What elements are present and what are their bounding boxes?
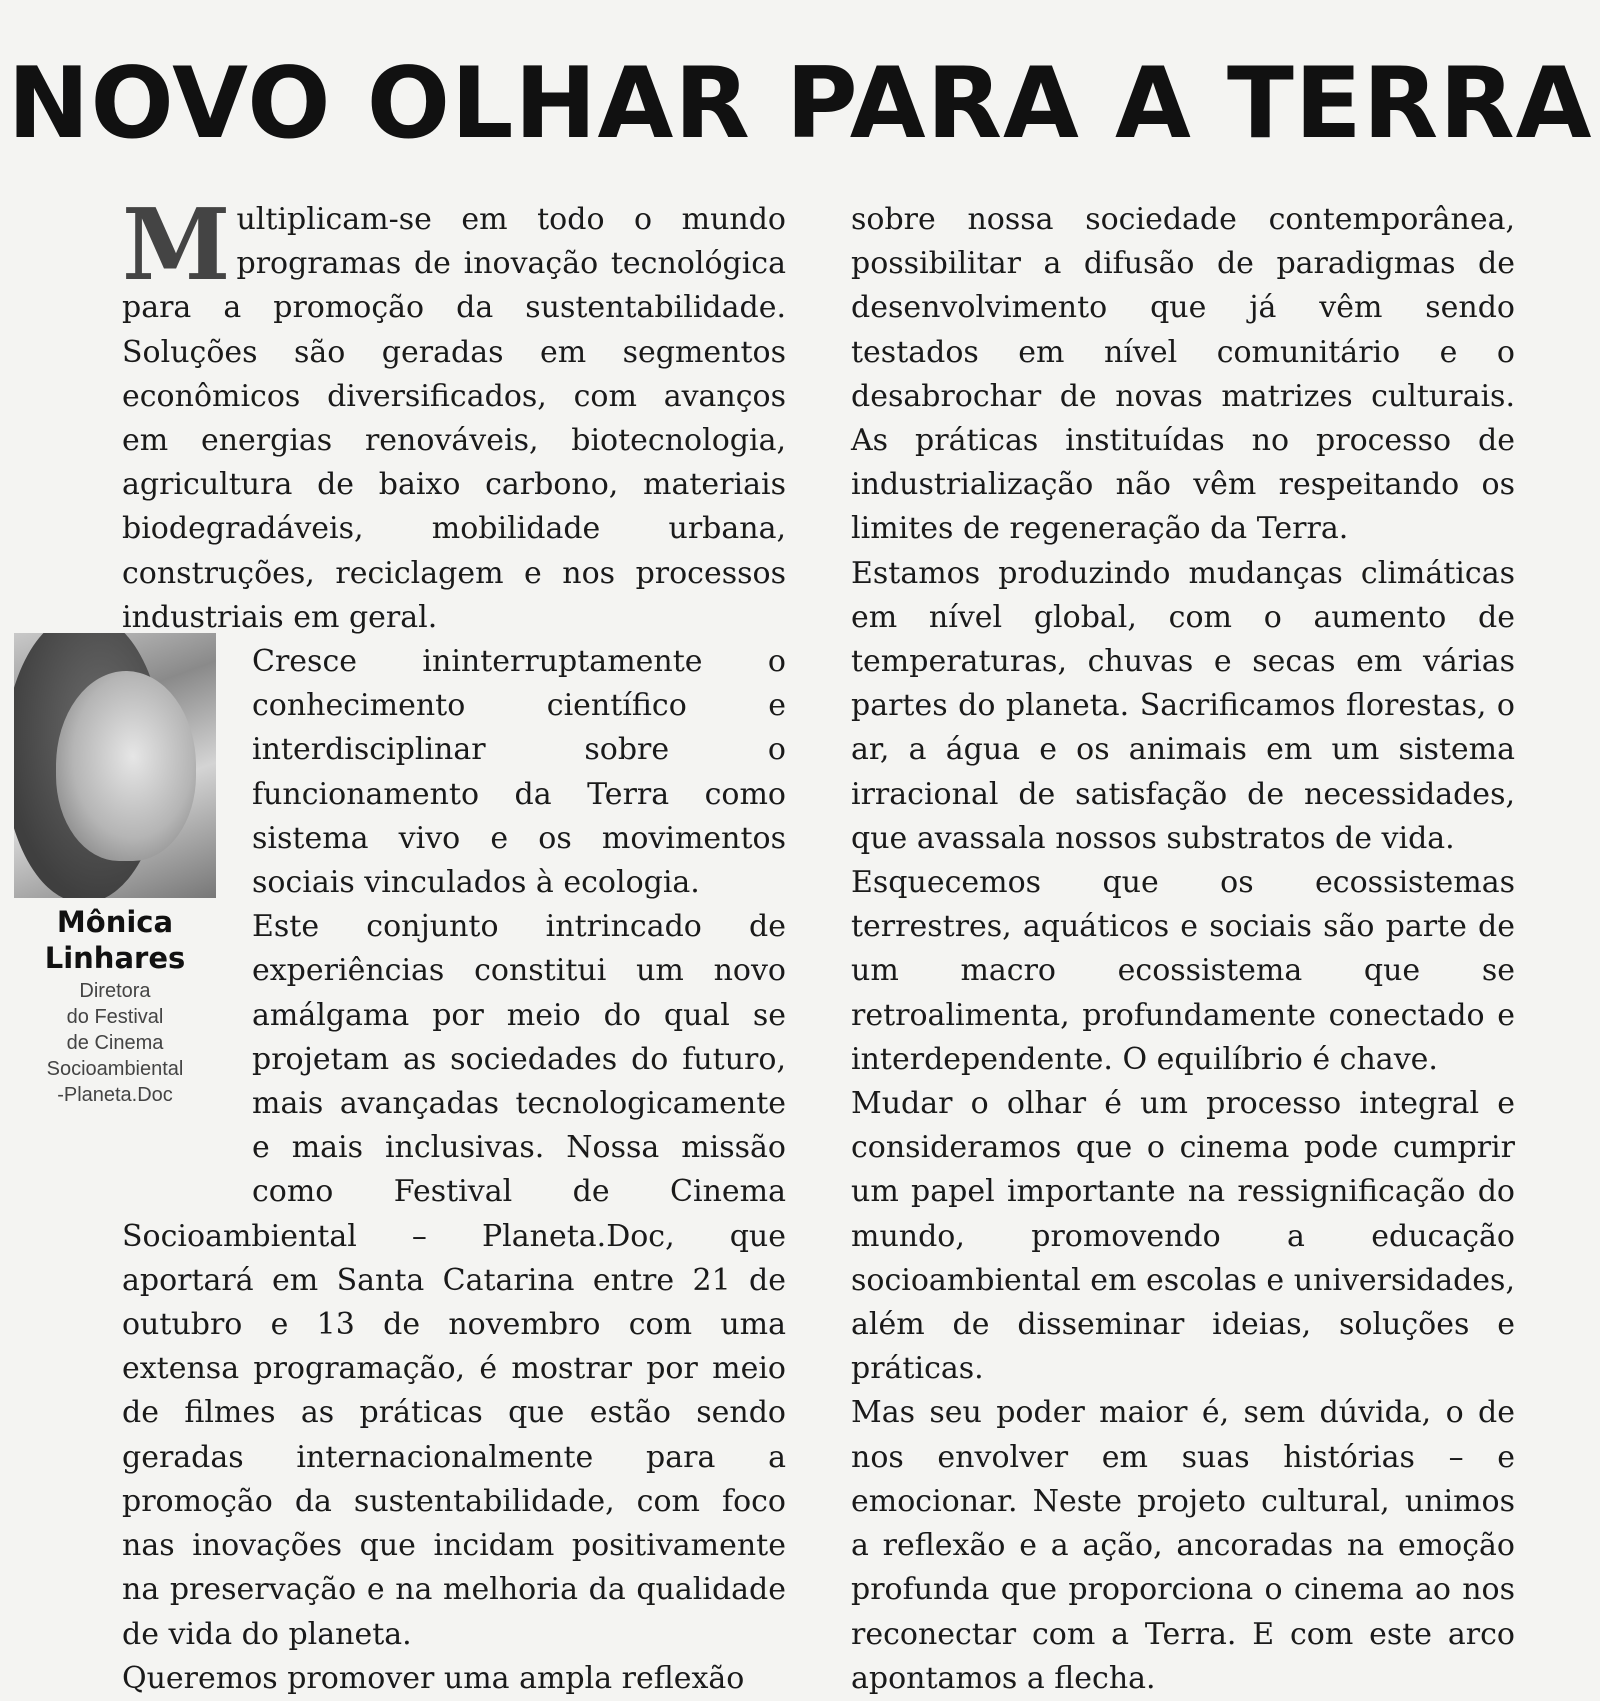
article-column-right bbox=[851, 198, 1515, 1701]
author-role-line: -Planeta.Doc bbox=[57, 1084, 173, 1106]
author-role-line: Socioambiental bbox=[46, 1058, 184, 1080]
drop-cap: M bbox=[122, 188, 231, 303]
headline: NOVO OLHAR PARA A TERRA bbox=[7, 47, 1593, 161]
article-paragraph: Queremos promover uma ampla reflexão bbox=[122, 1660, 745, 1696]
article-paragraph: Esquecemos que os ecossistemas terrestres, aquáticos e sociais são parte de um macro ecossistema que se retroalimenta, profundamente conectado e interdependente. O equilíbrio é chave. bbox=[851, 865, 1515, 1077]
article-paragraph: Este conjunto intrincado de experiências constitui um novo amálgama por meio do qual se projetam as sociedades do futuro, mais avançadas tecnologicamente e mais inclusivas. Nossa missão como Festival de Cinema Socioambiental – Planeta.Doc, que aportará em Santa Catarina entre 21 de outubro e 13 de novembro com uma extensa programação, é mostrar por meio de filmes as práticas que estão sendo geradas internacionalmente para a promoção da sustentabilidade, com foco nas inovações que incidam positivamente na preservação e na melhoria da qualidade de vida do planeta. bbox=[122, 909, 786, 1652]
article-paragraph: sobre nossa sociedade contemporânea, possibilitar a difusão de paradigmas de desenvolvimento que já vêm sendo testados em nível comunitário e o desabrochar de novas matrizes culturais. As práticas instituídas no processo de industrialização não vêm respeitando os limites de regeneração da Terra. bbox=[851, 202, 1515, 547]
author-role-line: Diretora bbox=[79, 980, 151, 1002]
article-paragraph: M ultiplicam-se em todo o mundo programas de inovação tecnológica para a promoção da sustentabilidade. Soluções são geradas em segmentos econômicos diversificados, com avanços em energias renováveis, biotecnologia, agricultura de baixo carbono, materiais biodegradáveis, mobilidade urbana, construções, reciclagem e nos processos industriais em geral. bbox=[122, 188, 786, 635]
author-role-line: de Cinema bbox=[66, 1032, 164, 1054]
article-paragraph: Mudar o olhar é um processo integral e consideramos que o cinema pode cumprir um papel importante na ressignificação do mundo, promovendo a educação socioambiental em escolas e universidades, além de disseminar ideias, soluções e práticas. bbox=[851, 1086, 1515, 1387]
author-last-name: Linhares bbox=[44, 941, 186, 975]
article-paragraph: Cresce ininterruptamente o conhecimento científico e interdisciplinar sobre o funcionamento da Terra como sistema vivo e os movimentos sociais vinculados à ecologia. bbox=[252, 644, 786, 901]
author-role-line: do Festival bbox=[66, 1006, 164, 1028]
author-first-name: Mônica bbox=[56, 905, 174, 939]
article-column-left bbox=[122, 188, 786, 1701]
article-paragraph: Estamos produzindo mudanças climáticas em nível global, com o aumento de temperaturas, chuvas e secas em várias partes do planeta. Sacrificamos florestas, o ar, a água e os animais em um sistema irracional de satisfação de necessidades, que avassala nossos substratos de vida. bbox=[851, 555, 1515, 856]
article-paragraph: Mas seu poder maior é, sem dúvida, o de nos envolver em suas histórias – e emocionar. Neste projeto cultural, unimos a reflexão e a ação, ancoradas na emoção profunda que proporciona o cinema ao nos reconectar com a Terra. E com este arco apontamos a flecha. bbox=[851, 1395, 1515, 1696]
